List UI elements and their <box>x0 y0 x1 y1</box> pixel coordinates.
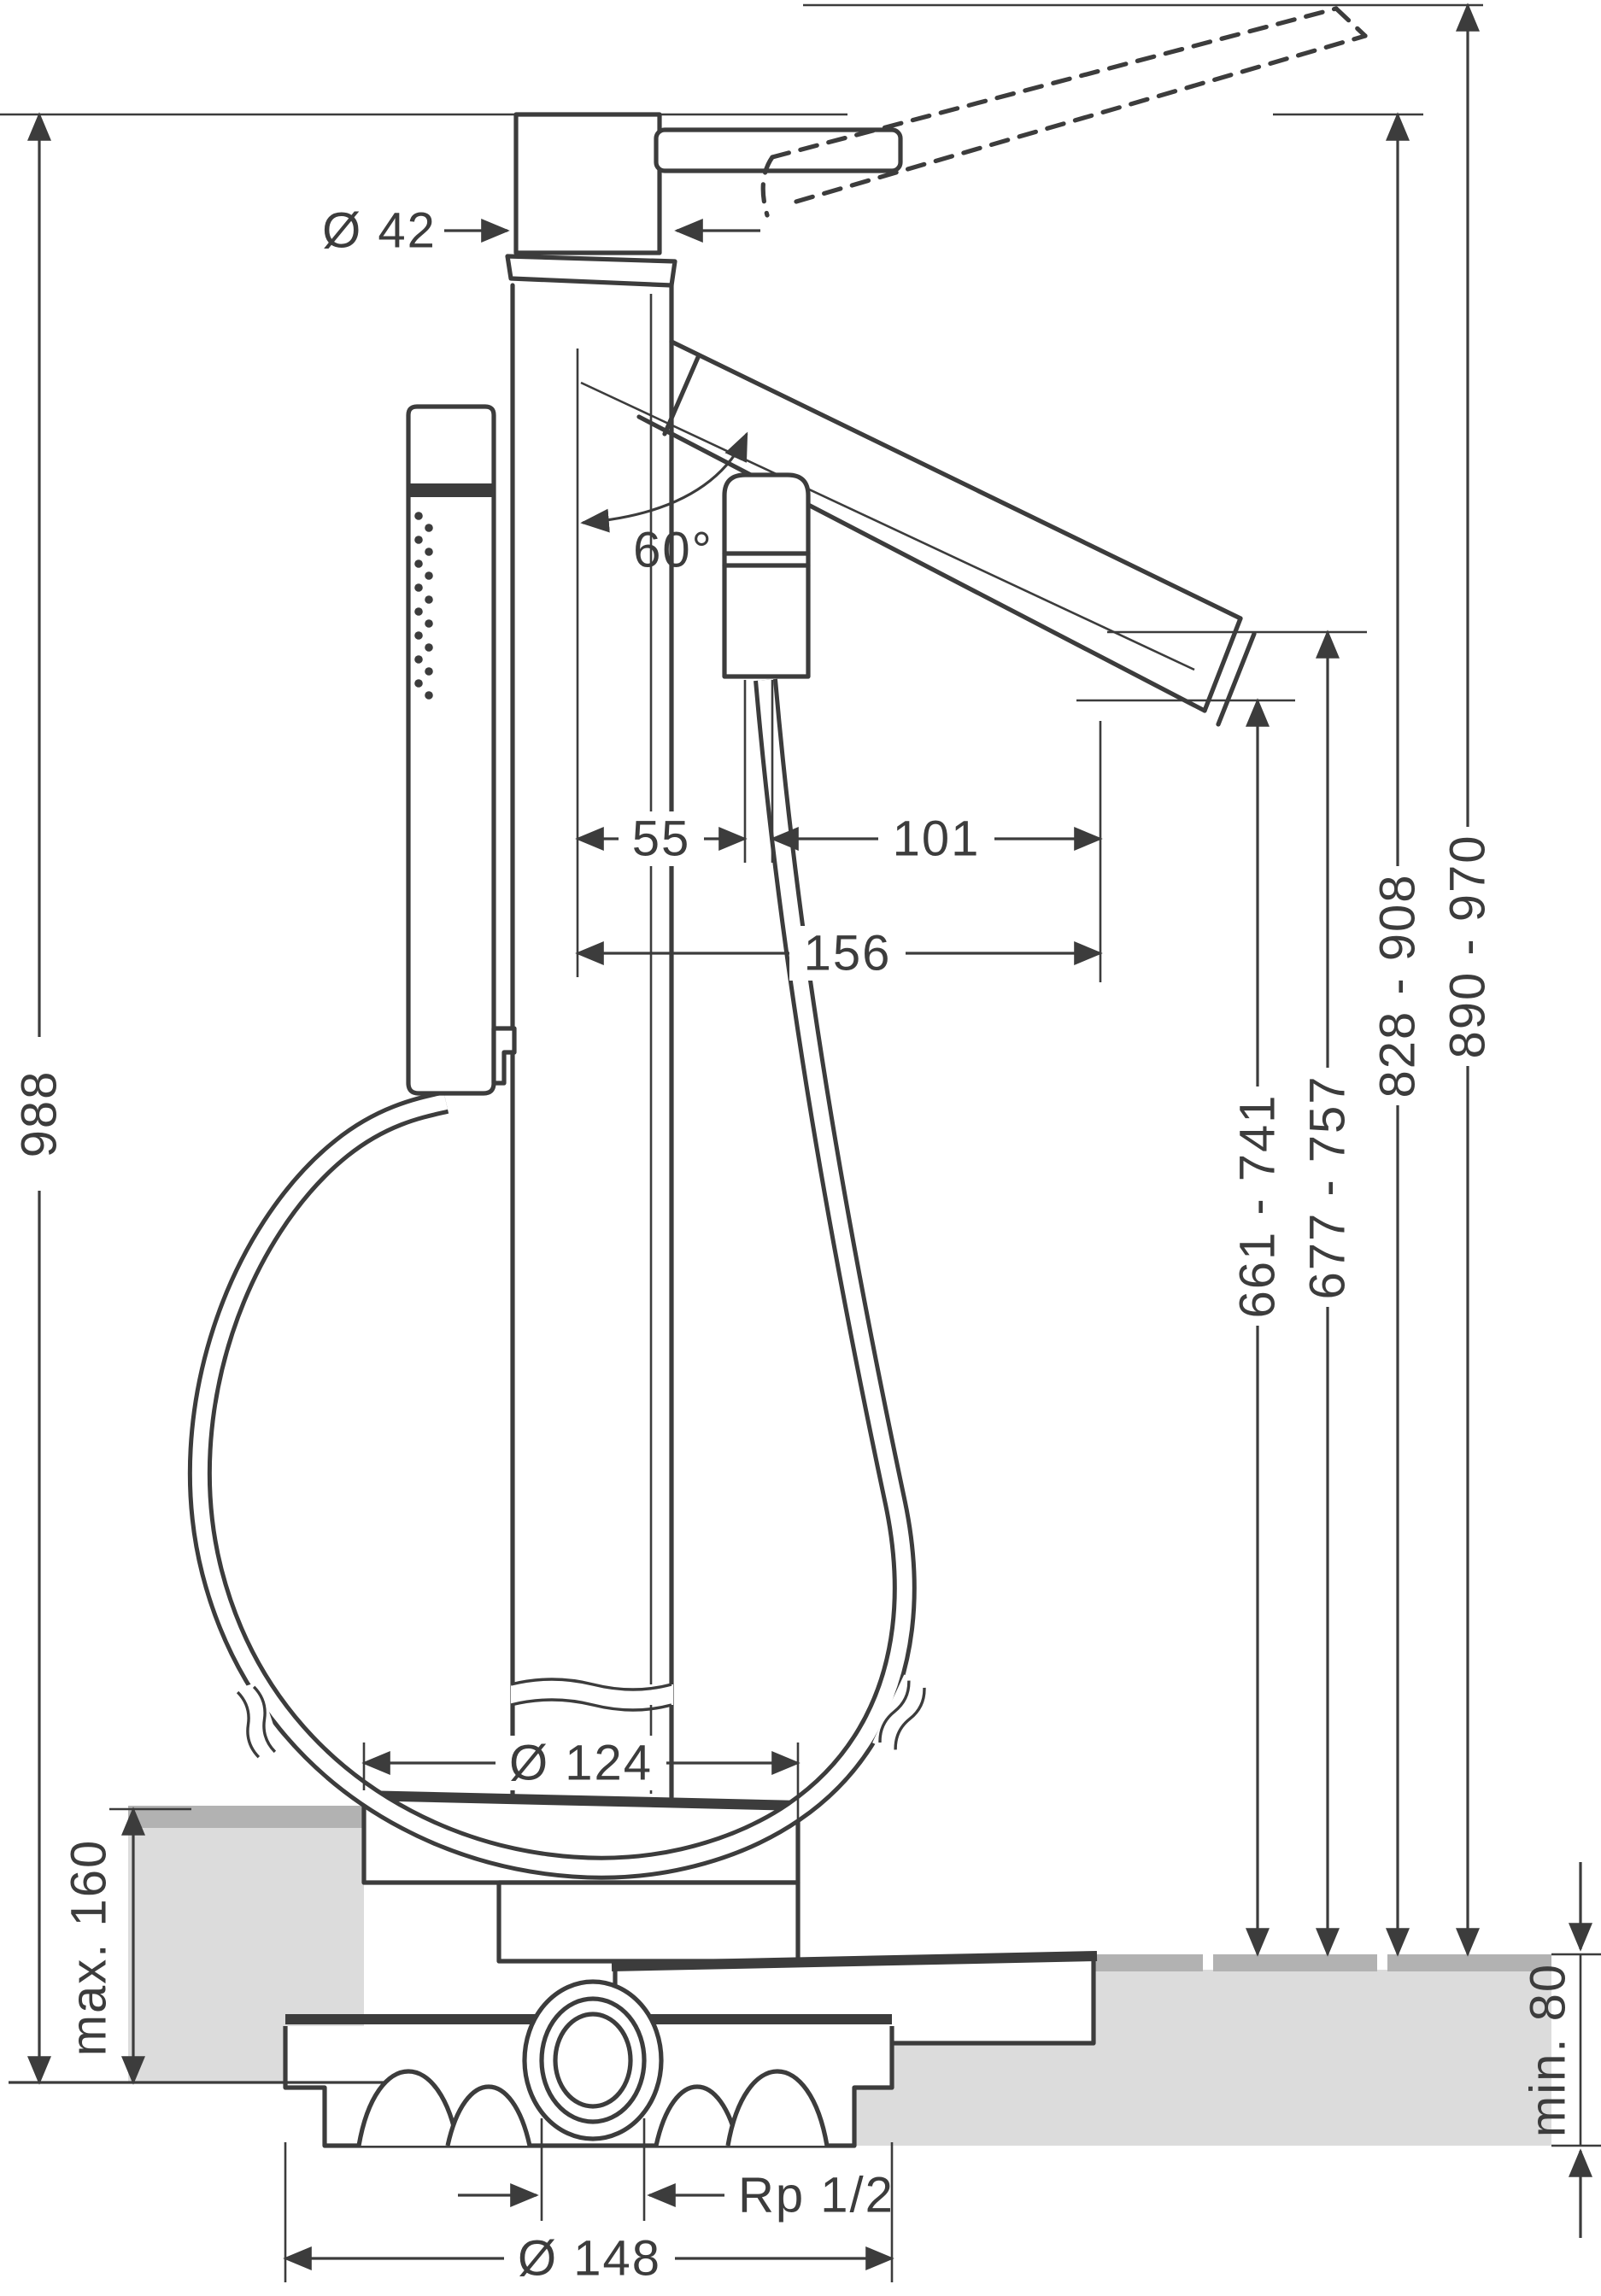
dim-label-min-screed: min. 80 <box>1520 1962 1576 2138</box>
dim-label-max-floor-buildup: max. 160 <box>61 1838 117 2057</box>
dim-label-axis-to-hose: 55 <box>631 811 691 867</box>
dim-axis-to-hose-offset <box>578 811 745 867</box>
mixer-head <box>516 114 660 253</box>
dim-label-base-diameter: Ø 148 <box>518 2230 661 2287</box>
dim-label-lever-height: 890 - 970 <box>1440 834 1496 1059</box>
mixer-body <box>507 9 1365 1797</box>
dim-label-spout-height: 677 - 757 <box>1299 1075 1356 1300</box>
dim-label-axis-to-outlet: 156 <box>803 925 892 981</box>
hose-outlet-nipple <box>724 475 808 676</box>
dim-spout-angle <box>583 434 747 578</box>
raised-lever-dashed <box>763 9 1365 215</box>
dim-spout-height-range <box>1300 632 1356 1954</box>
dim-label-escutcheon-diameter: Ø 124 <box>509 1735 653 1791</box>
dim-min-screed <box>1521 1862 1581 2238</box>
dim-base-diameter <box>285 2231 892 2287</box>
dim-outlet-height-range <box>1230 700 1286 1954</box>
dim-label-hose-to-outlet: 101 <box>892 811 981 867</box>
dim-label-outlet-height: 661 - 741 <box>1229 1093 1286 1319</box>
dim-lever-height-range <box>1440 5 1496 1954</box>
base-step-body <box>499 1883 798 1961</box>
hand-shower-wand <box>408 407 494 1093</box>
threaded-socket-outer <box>525 1982 661 2139</box>
raised-lever-dashed-line <box>772 9 1336 157</box>
dim-thread-size <box>458 2168 894 2223</box>
raised-lever-dashed-tip <box>1336 9 1365 36</box>
dim-label-total-height: 988 <box>11 1069 67 1158</box>
mixer-collar <box>507 256 675 285</box>
dim-max-floor-buildup <box>62 1809 134 2082</box>
dim-axis-to-outlet-reach <box>578 926 1100 981</box>
column-break-mark <box>511 1679 673 1710</box>
dim-body-height-range <box>1370 114 1426 1954</box>
right-tile-segment <box>1094 1954 1203 1971</box>
dim-escutcheon-diameter <box>364 1736 798 1791</box>
hand-shower <box>408 407 514 1093</box>
dim-hose-to-outlet <box>772 811 1100 867</box>
dim-label-spout-angle: 60° <box>633 522 713 578</box>
raised-lever-dashed-line <box>796 36 1365 202</box>
spout-end-cut-hatch <box>1218 634 1254 724</box>
lever-handle <box>656 130 900 171</box>
dim-label-body-height: 828 - 908 <box>1369 873 1426 1098</box>
dim-total-height <box>10 114 68 2082</box>
nipple-body <box>724 475 808 676</box>
right-tile-segment <box>1213 1954 1377 1971</box>
dim-label-riser-diameter: Ø 42 <box>322 202 437 259</box>
hand-shower-band <box>408 483 494 497</box>
dim-label-thread-size: Rp 1/2 <box>738 2167 894 2223</box>
